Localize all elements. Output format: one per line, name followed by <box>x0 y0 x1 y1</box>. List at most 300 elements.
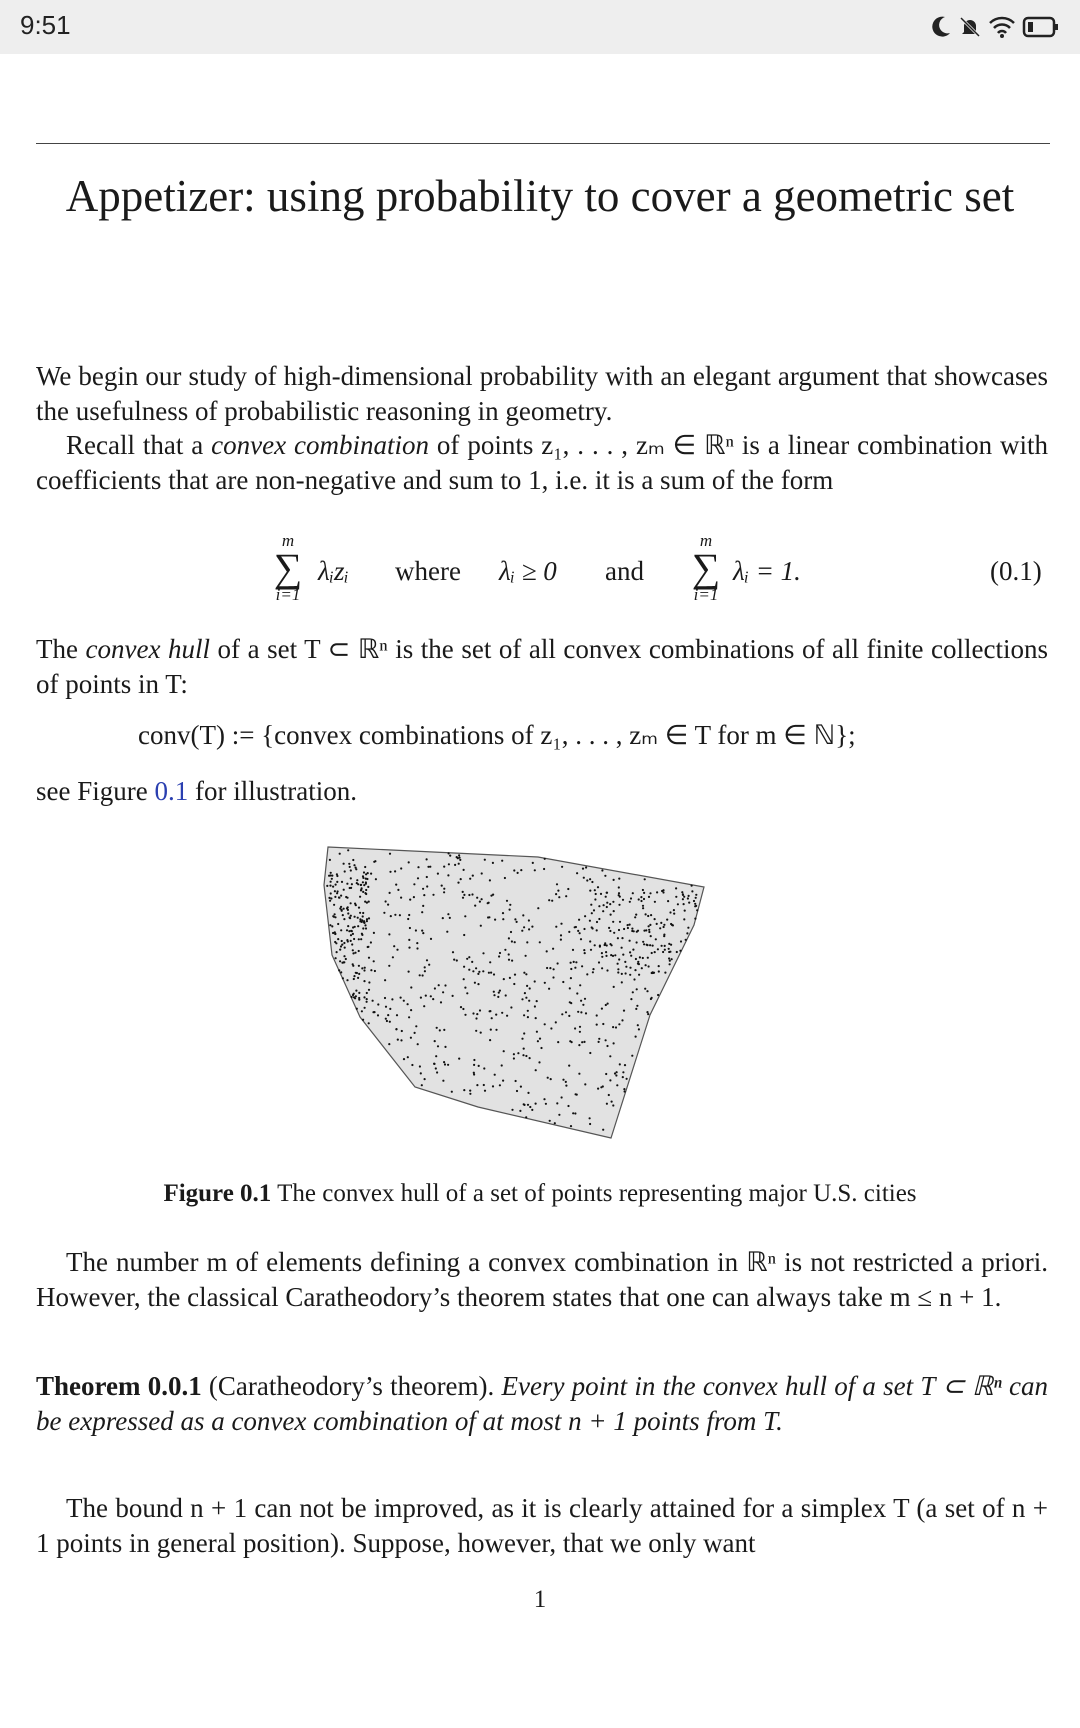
city-point <box>366 1001 368 1003</box>
city-point <box>548 899 550 901</box>
city-point <box>523 1032 525 1034</box>
emphasis-term: convex hull <box>85 634 210 664</box>
city-point <box>458 857 460 859</box>
city-point <box>408 947 410 949</box>
city-point <box>526 985 528 987</box>
city-point <box>363 980 365 982</box>
city-point <box>334 890 336 892</box>
city-point <box>594 898 596 900</box>
city-point <box>498 992 500 994</box>
city-point <box>640 900 642 902</box>
city-point <box>473 1059 475 1061</box>
text-run: for illustration. <box>188 776 357 806</box>
city-point <box>447 913 449 915</box>
sum-lower-limit: i=1 <box>275 585 301 604</box>
city-point <box>550 1027 552 1029</box>
city-point <box>570 1125 572 1127</box>
city-point <box>389 1008 391 1010</box>
city-point <box>411 1064 413 1066</box>
city-point <box>617 971 619 973</box>
city-point <box>393 945 395 947</box>
city-point <box>668 957 670 959</box>
city-point <box>339 853 341 855</box>
city-point <box>330 872 332 874</box>
city-point <box>502 918 504 920</box>
figure-link[interactable]: 0.1 <box>154 776 189 806</box>
city-point <box>609 1055 611 1057</box>
city-point <box>694 903 696 905</box>
city-point <box>618 1023 620 1025</box>
city-point <box>552 948 554 950</box>
city-point <box>334 913 336 915</box>
city-point <box>342 977 344 979</box>
city-point <box>353 978 355 980</box>
city-point <box>581 965 583 967</box>
city-point <box>622 1076 624 1078</box>
city-point <box>634 969 636 971</box>
city-point <box>617 963 619 965</box>
city-point <box>642 907 644 909</box>
city-point <box>484 1090 486 1092</box>
city-point <box>543 868 545 870</box>
city-point <box>364 901 366 903</box>
city-point <box>359 918 361 920</box>
city-point <box>413 883 415 885</box>
city-point <box>679 950 681 952</box>
city-point <box>626 1078 628 1080</box>
city-point <box>618 878 620 880</box>
city-point <box>631 928 633 930</box>
city-point <box>483 1084 485 1086</box>
status-icons <box>930 12 1060 42</box>
city-point <box>605 1004 607 1006</box>
city-point <box>606 1103 608 1105</box>
city-point <box>555 1021 557 1023</box>
city-point <box>615 1026 617 1028</box>
city-point <box>480 1032 482 1034</box>
city-point <box>638 1028 640 1030</box>
city-point <box>583 949 585 951</box>
city-point <box>368 901 370 903</box>
city-point <box>377 1003 379 1005</box>
city-point <box>481 898 483 900</box>
city-point <box>637 1024 639 1026</box>
city-point <box>606 944 608 946</box>
city-point <box>423 894 425 896</box>
city-point <box>586 973 588 975</box>
theorem-label: Theorem 0.0.1 <box>36 1371 202 1401</box>
paragraph-convex-combination <box>36 428 1048 498</box>
city-point <box>423 1005 425 1007</box>
city-point <box>424 1078 426 1080</box>
bell-off-icon <box>958 15 982 39</box>
city-point <box>523 1014 525 1016</box>
city-point <box>649 924 651 926</box>
city-point <box>695 897 697 899</box>
city-point <box>362 875 364 877</box>
city-point <box>673 909 675 911</box>
city-point <box>464 915 466 917</box>
city-point <box>508 953 510 955</box>
city-point <box>629 951 631 953</box>
city-point <box>656 923 658 925</box>
city-point <box>482 952 484 954</box>
city-point <box>549 1120 551 1122</box>
city-point <box>632 892 634 894</box>
city-point <box>521 1038 523 1040</box>
city-point <box>484 859 486 861</box>
city-point <box>422 974 424 976</box>
city-point <box>430 938 432 940</box>
city-point <box>347 925 349 927</box>
city-point <box>333 904 335 906</box>
city-point <box>638 974 640 976</box>
city-point <box>552 976 554 978</box>
city-point <box>590 904 592 906</box>
city-point <box>444 1063 446 1065</box>
city-point <box>617 968 619 970</box>
city-point <box>352 933 354 935</box>
city-point <box>360 889 362 891</box>
city-point <box>570 1002 572 1004</box>
city-point <box>361 1010 363 1012</box>
city-point <box>662 889 664 891</box>
clock: 9:51 <box>20 10 71 40</box>
city-point <box>592 968 594 970</box>
paragraph-caratheodory-intro: The number m of elements defining a convex combination in ℝⁿ is not restricted a priori. However, the classical Caratheodory’s theorem states that one can always take m ≤ n + 1. <box>36 1247 1048 1312</box>
city-point <box>585 1012 587 1014</box>
city-point <box>601 1008 603 1010</box>
city-point <box>385 1018 387 1020</box>
city-point <box>346 979 348 981</box>
theorem-block <box>36 1369 1048 1439</box>
city-point <box>544 858 546 860</box>
city-point <box>605 1039 607 1041</box>
city-point <box>571 1041 573 1043</box>
sigma-glyph: ∑ <box>273 545 303 590</box>
city-point <box>474 905 476 907</box>
city-point <box>392 956 394 958</box>
city-point <box>501 1064 503 1066</box>
city-point <box>646 944 648 946</box>
city-point <box>463 894 465 896</box>
city-point <box>572 1112 574 1114</box>
city-point <box>390 915 392 917</box>
city-point <box>577 930 579 932</box>
city-point <box>335 884 337 886</box>
city-point <box>557 1041 559 1043</box>
city-point <box>367 886 369 888</box>
city-point <box>442 917 444 919</box>
city-point <box>651 972 653 974</box>
city-point <box>457 882 459 884</box>
city-point <box>420 1072 422 1074</box>
city-point <box>623 1088 625 1090</box>
city-point <box>422 905 424 907</box>
text-run: The <box>36 634 86 664</box>
city-point <box>401 1030 403 1032</box>
city-point <box>592 927 594 929</box>
eq-term-2: λᵢ = 1. <box>733 556 801 586</box>
city-point <box>444 984 446 986</box>
city-point <box>420 997 422 999</box>
city-point <box>523 926 525 928</box>
city-point <box>363 969 365 971</box>
city-point <box>357 977 359 979</box>
city-point <box>453 959 455 961</box>
city-point <box>648 931 650 933</box>
city-point <box>426 876 428 878</box>
city-point <box>631 1055 633 1057</box>
city-point <box>527 1092 529 1094</box>
city-point <box>568 931 570 933</box>
city-point <box>534 980 536 982</box>
city-point <box>516 921 518 923</box>
city-point <box>493 991 495 993</box>
city-point <box>354 903 356 905</box>
city-point <box>410 1037 412 1039</box>
city-point <box>471 893 473 895</box>
city-point <box>391 998 393 1000</box>
city-point <box>602 910 604 912</box>
city-point <box>509 977 511 979</box>
city-point <box>638 963 640 965</box>
city-point <box>506 900 508 902</box>
city-point <box>359 912 361 914</box>
city-point <box>350 915 352 917</box>
city-point <box>606 969 608 971</box>
convex-hull-figure <box>320 845 770 1145</box>
city-point <box>475 1017 477 1019</box>
city-point <box>350 940 352 942</box>
city-point <box>654 918 656 920</box>
city-point <box>618 958 620 960</box>
city-point <box>623 1010 625 1012</box>
city-point <box>448 852 450 854</box>
city-point <box>476 1084 478 1086</box>
city-point <box>691 885 693 887</box>
city-point <box>355 990 357 992</box>
city-point <box>527 1016 529 1018</box>
city-point <box>358 907 360 909</box>
city-point <box>397 1039 399 1041</box>
city-point <box>362 927 364 929</box>
city-point <box>635 1008 637 1010</box>
city-point <box>602 1023 604 1025</box>
city-point <box>475 967 477 969</box>
city-point <box>514 941 516 943</box>
city-point <box>650 914 652 916</box>
city-point <box>440 1001 442 1003</box>
sigma-glyph: ∑ <box>691 545 721 590</box>
city-point <box>545 1103 547 1105</box>
city-point <box>531 926 533 928</box>
city-point <box>329 885 331 887</box>
city-point <box>624 961 626 963</box>
city-point <box>671 958 673 960</box>
city-point <box>578 919 580 921</box>
city-point <box>595 893 597 895</box>
city-point <box>598 905 600 907</box>
city-point <box>343 955 345 957</box>
city-point <box>644 988 646 990</box>
city-point <box>409 927 411 929</box>
city-point <box>613 932 615 934</box>
city-point <box>351 930 353 932</box>
city-point <box>328 875 330 877</box>
city-point <box>621 973 623 975</box>
city-point <box>683 903 685 905</box>
city-point <box>525 1055 527 1057</box>
city-point <box>492 862 494 864</box>
city-point <box>590 949 592 951</box>
city-point <box>347 849 349 851</box>
city-point <box>370 941 372 943</box>
eq-condition: λᵢ ≥ 0 <box>499 556 557 586</box>
city-point <box>560 923 562 925</box>
city-point <box>643 943 645 945</box>
city-point <box>454 864 456 866</box>
city-point <box>538 1061 540 1063</box>
city-point <box>597 1088 599 1090</box>
city-point <box>577 1011 579 1013</box>
city-point <box>458 1058 460 1060</box>
city-point <box>629 901 631 903</box>
city-point <box>639 956 641 958</box>
city-point <box>362 891 364 893</box>
city-point <box>589 920 591 922</box>
city-point <box>683 918 685 920</box>
city-point <box>481 872 483 874</box>
city-point <box>375 878 377 880</box>
city-point <box>451 1091 453 1093</box>
city-point <box>362 881 364 883</box>
city-point <box>462 897 464 899</box>
city-point <box>677 903 679 905</box>
city-point <box>337 890 339 892</box>
city-point <box>616 1071 618 1073</box>
city-point <box>416 947 418 949</box>
city-point <box>532 862 534 864</box>
city-point <box>610 954 612 956</box>
city-point <box>410 1009 412 1011</box>
city-point <box>646 1011 648 1013</box>
city-point <box>508 959 510 961</box>
city-point <box>370 873 372 875</box>
city-point <box>422 932 424 934</box>
city-point <box>596 1014 598 1016</box>
city-point <box>463 966 465 968</box>
city-point <box>531 1109 533 1111</box>
city-point <box>409 899 411 901</box>
city-point <box>672 924 674 926</box>
city-point <box>643 892 645 894</box>
city-point <box>636 988 638 990</box>
city-point <box>385 1006 387 1008</box>
city-point <box>636 941 638 943</box>
city-point <box>663 924 665 926</box>
city-point <box>685 939 687 941</box>
city-point <box>502 1080 504 1082</box>
city-point <box>694 905 696 907</box>
city-point <box>642 957 644 959</box>
city-point <box>438 984 440 986</box>
city-point <box>582 1004 584 1006</box>
city-point <box>510 1006 512 1008</box>
city-point <box>487 916 489 918</box>
city-point <box>520 869 522 871</box>
city-point <box>489 879 491 881</box>
city-point <box>332 932 334 934</box>
city-point <box>477 973 479 975</box>
city-point <box>487 902 489 904</box>
paragraph-bound: The bound n + 1 can not be improved, as it is clearly attained for a simplex T (a set of n + 1 points in general position). Suppose, however, that we only want <box>36 1493 1048 1558</box>
city-point <box>641 967 643 969</box>
city-point <box>442 1080 444 1082</box>
city-point <box>575 926 577 928</box>
city-point <box>555 893 557 895</box>
city-point <box>565 895 567 897</box>
city-point <box>648 896 650 898</box>
city-point <box>350 869 352 871</box>
city-point <box>609 930 611 932</box>
city-point <box>448 863 450 865</box>
city-point <box>490 972 492 974</box>
city-point <box>576 872 578 874</box>
city-point <box>446 931 448 933</box>
city-point <box>452 995 454 997</box>
city-point <box>366 998 368 1000</box>
city-point <box>336 881 338 883</box>
city-point <box>631 930 633 932</box>
city-point <box>582 868 584 870</box>
city-point <box>521 998 523 1000</box>
city-point <box>444 1046 446 1048</box>
paragraph-intro: We begin our study of high-dimensional probability with an elegant argument that showcases the usefulness of probabilistic reasoning in geometry. <box>36 361 1048 426</box>
city-point <box>525 1116 527 1118</box>
city-point <box>365 889 367 891</box>
city-point <box>578 1073 580 1075</box>
city-point <box>613 879 615 881</box>
city-point <box>331 925 333 927</box>
city-point <box>621 1019 623 1021</box>
city-point <box>574 1027 576 1029</box>
city-point <box>593 909 595 911</box>
city-point <box>388 965 390 967</box>
city-point <box>408 914 410 916</box>
city-point <box>377 1014 379 1016</box>
city-point <box>421 930 423 932</box>
city-point <box>456 959 458 961</box>
city-point <box>625 966 627 968</box>
city-point <box>334 941 336 943</box>
sum-upper-limit: m <box>281 531 295 550</box>
city-point <box>578 1044 580 1046</box>
city-point <box>570 977 572 979</box>
city-point <box>341 940 343 942</box>
city-point <box>426 959 428 961</box>
city-point <box>344 870 346 872</box>
city-point <box>359 896 361 898</box>
city-point <box>669 963 671 965</box>
city-point <box>348 930 350 932</box>
city-point <box>688 902 690 904</box>
city-point <box>421 1084 423 1086</box>
city-point <box>337 938 339 940</box>
city-point <box>370 969 372 971</box>
city-point <box>424 970 426 972</box>
city-point <box>654 951 656 953</box>
